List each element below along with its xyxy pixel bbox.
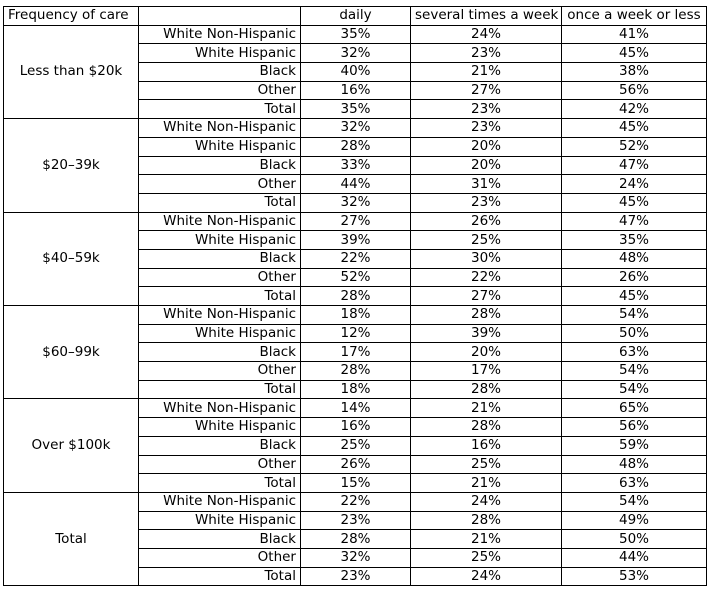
once-a-week-value: 56% xyxy=(562,81,707,100)
once-a-week-value: 54% xyxy=(562,380,707,399)
ethnicity-label: White Hispanic xyxy=(139,418,301,437)
several-times-value: 27% xyxy=(411,287,562,306)
header-row xyxy=(4,7,707,26)
several-times-value: 21% xyxy=(411,63,562,82)
several-times-value: 25% xyxy=(411,548,562,567)
daily-value: 22% xyxy=(301,249,411,268)
once-a-week-value: 50% xyxy=(562,530,707,549)
several-times-value: 24% xyxy=(411,25,562,44)
several-times-value: 24% xyxy=(411,567,562,586)
several-times-value: 28% xyxy=(411,380,562,399)
table-row xyxy=(4,25,707,44)
daily-value: 17% xyxy=(301,343,411,362)
several-times-value: 28% xyxy=(411,418,562,437)
income-group-label: $40–59k xyxy=(4,212,139,305)
ethnicity-label: Other xyxy=(139,175,301,194)
ethnicity-label: Other xyxy=(139,455,301,474)
daily-value: 16% xyxy=(301,418,411,437)
several-times-value: 26% xyxy=(411,212,562,231)
daily-value: 23% xyxy=(301,511,411,530)
ethnicity-label: Black xyxy=(139,343,301,362)
once-a-week-value: 54% xyxy=(562,362,707,381)
several-times-value: 23% xyxy=(411,119,562,138)
daily-value: 23% xyxy=(301,567,411,586)
table-row xyxy=(4,399,707,418)
once-a-week-value: 65% xyxy=(562,399,707,418)
ethnicity-label: Other xyxy=(139,362,301,381)
once-a-week-value: 47% xyxy=(562,212,707,231)
ethnicity-label: White Non-Hispanic xyxy=(139,492,301,511)
ethnicity-label: Black xyxy=(139,530,301,549)
once-a-week-value: 48% xyxy=(562,455,707,474)
several-times-value: 25% xyxy=(411,231,562,250)
several-times-value: 22% xyxy=(411,268,562,287)
ethnicity-label: Other xyxy=(139,548,301,567)
ethnicity-label: Total xyxy=(139,100,301,119)
several-times-value: 28% xyxy=(411,306,562,325)
daily-value: 32% xyxy=(301,44,411,63)
ethnicity-label: Total xyxy=(139,474,301,493)
daily-value: 28% xyxy=(301,362,411,381)
once-a-week-value: 45% xyxy=(562,44,707,63)
ethnicity-label: White Hispanic xyxy=(139,137,301,156)
once-a-week-value: 45% xyxy=(562,119,707,138)
daily-value: 18% xyxy=(301,380,411,399)
daily-value: 25% xyxy=(301,436,411,455)
once-a-week-value: 35% xyxy=(562,231,707,250)
income-group-label: Less than $20k xyxy=(4,25,139,118)
several-times-value: 20% xyxy=(411,137,562,156)
several-times-value: 21% xyxy=(411,399,562,418)
ethnicity-label: White Hispanic xyxy=(139,511,301,530)
several-times-value: 23% xyxy=(411,100,562,119)
once-a-week-header: once a week or less xyxy=(562,7,707,26)
income-group-label: $20–39k xyxy=(4,119,139,212)
daily-value: 28% xyxy=(301,287,411,306)
daily-value: 44% xyxy=(301,175,411,194)
daily-value: 52% xyxy=(301,268,411,287)
once-a-week-value: 26% xyxy=(562,268,707,287)
several-times-value: 20% xyxy=(411,343,562,362)
ethnicity-label: Black xyxy=(139,249,301,268)
several-times-value: 23% xyxy=(411,193,562,212)
ethnicity-label: White Non-Hispanic xyxy=(139,306,301,325)
ethnicity-label: White Hispanic xyxy=(139,324,301,343)
table-row xyxy=(4,492,707,511)
ethnicity-label: White Non-Hispanic xyxy=(139,25,301,44)
ethnicity-label: White Hispanic xyxy=(139,231,301,250)
once-a-week-value: 42% xyxy=(562,100,707,119)
once-a-week-value: 50% xyxy=(562,324,707,343)
once-a-week-value: 54% xyxy=(562,306,707,325)
daily-value: 28% xyxy=(301,530,411,549)
several-times-value: 28% xyxy=(411,511,562,530)
several-times-value: 25% xyxy=(411,455,562,474)
ethnicity-label: Other xyxy=(139,81,301,100)
daily-value: 18% xyxy=(301,306,411,325)
income-group-label: $60–99k xyxy=(4,306,139,399)
daily-value: 26% xyxy=(301,455,411,474)
table-row xyxy=(4,119,707,138)
ethnicity-label: Black xyxy=(139,63,301,82)
daily-value: 40% xyxy=(301,63,411,82)
daily-value: 33% xyxy=(301,156,411,175)
table-row xyxy=(4,212,707,231)
once-a-week-value: 54% xyxy=(562,492,707,511)
daily-value: 35% xyxy=(301,100,411,119)
daily-value: 22% xyxy=(301,492,411,511)
once-a-week-value: 24% xyxy=(562,175,707,194)
several-times-value: 17% xyxy=(411,362,562,381)
several-times-value: 27% xyxy=(411,81,562,100)
daily-value: 16% xyxy=(301,81,411,100)
several-times-value: 21% xyxy=(411,474,562,493)
daily-value: 35% xyxy=(301,25,411,44)
once-a-week-value: 45% xyxy=(562,287,707,306)
once-a-week-value: 48% xyxy=(562,249,707,268)
once-a-week-value: 53% xyxy=(562,567,707,586)
income-group-label: Total xyxy=(4,492,139,585)
ethnicity-label: Black xyxy=(139,156,301,175)
table-body xyxy=(4,7,707,586)
daily-value: 32% xyxy=(301,193,411,212)
ethnicity-label: Total xyxy=(139,380,301,399)
daily-value: 32% xyxy=(301,119,411,138)
several-times-value: 21% xyxy=(411,530,562,549)
ethnicity-label: White Hispanic xyxy=(139,44,301,63)
daily-header: daily xyxy=(301,7,411,26)
once-a-week-value: 49% xyxy=(562,511,707,530)
daily-value: 12% xyxy=(301,324,411,343)
several-times-value: 24% xyxy=(411,492,562,511)
several-times-value: 23% xyxy=(411,44,562,63)
daily-value: 15% xyxy=(301,474,411,493)
several-times-value: 20% xyxy=(411,156,562,175)
once-a-week-value: 44% xyxy=(562,548,707,567)
several-times-value: 16% xyxy=(411,436,562,455)
ethnicity-label: White Non-Hispanic xyxy=(139,119,301,138)
ethnicity-header xyxy=(139,7,301,26)
once-a-week-value: 63% xyxy=(562,343,707,362)
once-a-week-value: 63% xyxy=(562,474,707,493)
ethnicity-label: Total xyxy=(139,567,301,586)
ethnicity-label: Total xyxy=(139,193,301,212)
once-a-week-value: 45% xyxy=(562,193,707,212)
daily-value: 32% xyxy=(301,548,411,567)
ethnicity-label: Other xyxy=(139,268,301,287)
once-a-week-value: 52% xyxy=(562,137,707,156)
several-times-value: 31% xyxy=(411,175,562,194)
once-a-week-value: 38% xyxy=(562,63,707,82)
ethnicity-label: Total xyxy=(139,287,301,306)
daily-value: 39% xyxy=(301,231,411,250)
ethnicity-label: White Non-Hispanic xyxy=(139,212,301,231)
once-a-week-value: 47% xyxy=(562,156,707,175)
ethnicity-label: Black xyxy=(139,436,301,455)
several-times-header: several times a week xyxy=(411,7,562,26)
table-row xyxy=(4,306,707,325)
several-times-value: 30% xyxy=(411,249,562,268)
daily-value: 14% xyxy=(301,399,411,418)
frequency-of-care-table xyxy=(3,6,707,586)
several-times-value: 39% xyxy=(411,324,562,343)
once-a-week-value: 56% xyxy=(562,418,707,437)
corner-header: Frequency of care xyxy=(4,7,139,26)
daily-value: 28% xyxy=(301,137,411,156)
once-a-week-value: 59% xyxy=(562,436,707,455)
once-a-week-value: 41% xyxy=(562,25,707,44)
income-group-label: Over $100k xyxy=(4,399,139,492)
daily-value: 27% xyxy=(301,212,411,231)
ethnicity-label: White Non-Hispanic xyxy=(139,399,301,418)
